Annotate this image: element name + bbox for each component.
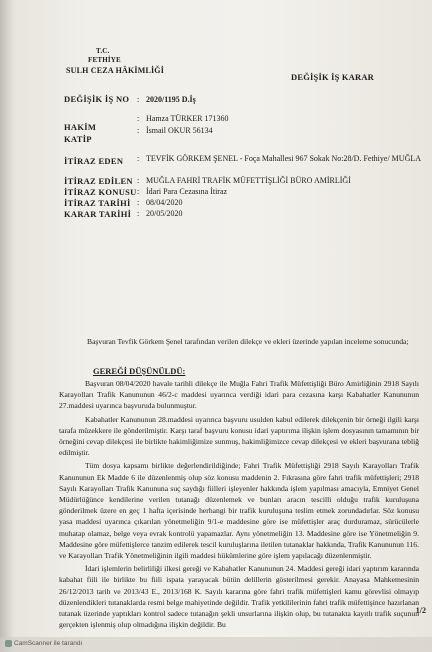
paragraph: Tüm dosya kapsamı birlikte değerlendirildiğinde; Fahri Trafik Müfettişliği 2918 Sayılı Karayolları Trafik Kanununun Ek Madde 6 ile düzenlenmiş olup söz konusu maddenin 2. Fıkrasına göre fahri trafik müfettişleri; 2918 Sayılı Karayolları Trafik Kanununa suç saydığı fiilleri işleyenler hakkında işlem yapılması amacıyla, Emniyet Genel Müdürlüğünce kendilerine verilen tutanağı düzenlemek ve bunları aracın tescilli olduğu trafik kuruluşuna gönderilmek üzere en geç 1 hafta içerisinde herhangi bir trafik kuruluşuna teslim etmek zorundadırlar. Söz konusu yasa maddesi uyarınca çıkarılan yönetmeliğin 9/1-e maddesine göre ise müfettişler araç durduramaz, sürücülerle muhatap olamaz, belge veya evrak kontrolü yapamazlar. Aynı yönetmeliğin 13. Maddesine göre ise Yönetmeliğin 9. Maddesine göre müfettişlerce tanzim edilerek tescil kuruluşlarına iletilen tutanaklar hakkında, Trafik Kanununun 116. ve Karayolları Trafik Yönetmeliğinin ilgili maddesi hükümlerine göre işlem yapılacağı düzenlenmiştir. (59, 461, 419, 561)
intro-text: Başvuran Tevfik Görkem Şenel tarafından verilen dilekçe ve ekleri üzerinde yapılan inceleme sonucunda; (87, 337, 409, 346)
tc-label: T.C. (96, 47, 110, 55)
city-label: FETHİYE (88, 56, 121, 64)
judge-value: Hamza TÜRKER 171360 (146, 114, 229, 123)
court-name: SULH CEZA HÂKİMLİĞİ (66, 66, 165, 75)
subject-label: İTİRAZ KONUSU (64, 187, 137, 197)
objector-value: TEVFİK GÖRKEM ŞENEL - Foça Mahallesi 967 Sokak No:28/D. Fethiye/ MUĞLA (146, 154, 422, 163)
decision-type: DEĞİŞİK İŞ KARAR (291, 72, 375, 82)
colon: : (137, 154, 140, 163)
objection-date-value: 08/04/2020 (146, 198, 183, 207)
decision-date-value: 20/05/2020 (146, 209, 183, 218)
clerk-value: İsmail OKUR 56134 (146, 126, 213, 135)
objected-value: MUĞLA FAHRİ TRAFİK MÜFETTİŞLİĞİ BÜRO AMİRLİĞİ (146, 176, 351, 185)
colon: : (137, 114, 140, 123)
camscanner-icon (5, 640, 12, 647)
paragraph: İdari işlemlerin belirliliği ilkesi gereği ve Kabahatler Kanununun 24. Maddesi gereği idari yaptırım kararında kabahat fiili ile birlikte bu fiili ispata yarayacak bütün delillerin gösterilmesi gerekir. Anayasa Mahkemesinin 26/12/2013 tarih ve 2013/43 E., 2013/168 K. Sayılı kararına göre fahri trafik müfettişleri kamu görevlisi olmayıp düzenlendikleri tutanaklarda resmi belge mahiyetinde değildir. Trafik yetkililerinin fahri trafik müfettişince hazırlanan tutanak üzerinde yaptıkları kontrol sadece tutanağın şekli unsurlarına ilişkin olup, bu tutanakta kayıtlı trafik suçunun gerçekten işlenmiş olup olmadığına ilişkin değildir. Bu (59, 564, 419, 630)
judge-label: HAKİM (64, 122, 97, 132)
subject-value: İdari Para Cezasına İtiraz (146, 187, 228, 196)
scanner-footer-text: CamScanner ile tarandı (14, 640, 83, 647)
colon: : (137, 95, 140, 104)
intro-paragraph (59, 336, 419, 349)
objector-label: İTİRAZ EDEN (64, 156, 124, 166)
scan-edge-shadow (0, 0, 14, 652)
colon: : (137, 126, 140, 135)
objected-label: İTİRAZ EDİLEN (64, 176, 133, 186)
decision-body (59, 378, 419, 632)
case-no-value: 2020/1195 D.İş (146, 95, 196, 104)
paragraph: Kabahatler Kanununun 28.maddesi uyarınca başvuru usulden kabul edilerek dilekçenin bir örneği ilgili karşı tarafa müzekkere ile gönderilmiştir. Karşı taraf başvuru konusu idari yaptırıma ilişkin işlem dosyasının tamamının bir örneğini cevap dilekçesi ile birlikte hakimliğimize sunmuş, hakimliğimizce cevap dilekçesi ve ekleri başvurana tebliğ edilmiştir. (59, 414, 419, 458)
paragraph: Başvuran 08/04/2020 havale tarihli dilekçe ile Muğla Fahri Trafik Müfettişliği Büro Amirliğinin 2918 Sayılı Karayolları Trafik Kanununun 46/2-c maddesi uyarınca verdiği idari para cezasına karşı Kabahatler Kanununun 27.maddesi uyarınca başvuruda bulunmuştur. (59, 379, 419, 411)
page-number: 1/2 (415, 606, 426, 615)
section-heading: GEREĞİ DÜŞÜNÜLDÜ: (93, 366, 186, 376)
colon: : (137, 198, 140, 207)
clerk-label: KATİP (64, 134, 92, 144)
decision-date-label: KARAR TARİHİ (64, 209, 132, 219)
colon: : (137, 176, 140, 185)
colon: : (137, 187, 140, 196)
case-no-label: DEĞİŞİK İŞ NO (64, 94, 130, 104)
objection-date-label: İTİRAZ TARİHİ (64, 198, 131, 208)
colon: : (137, 209, 140, 218)
